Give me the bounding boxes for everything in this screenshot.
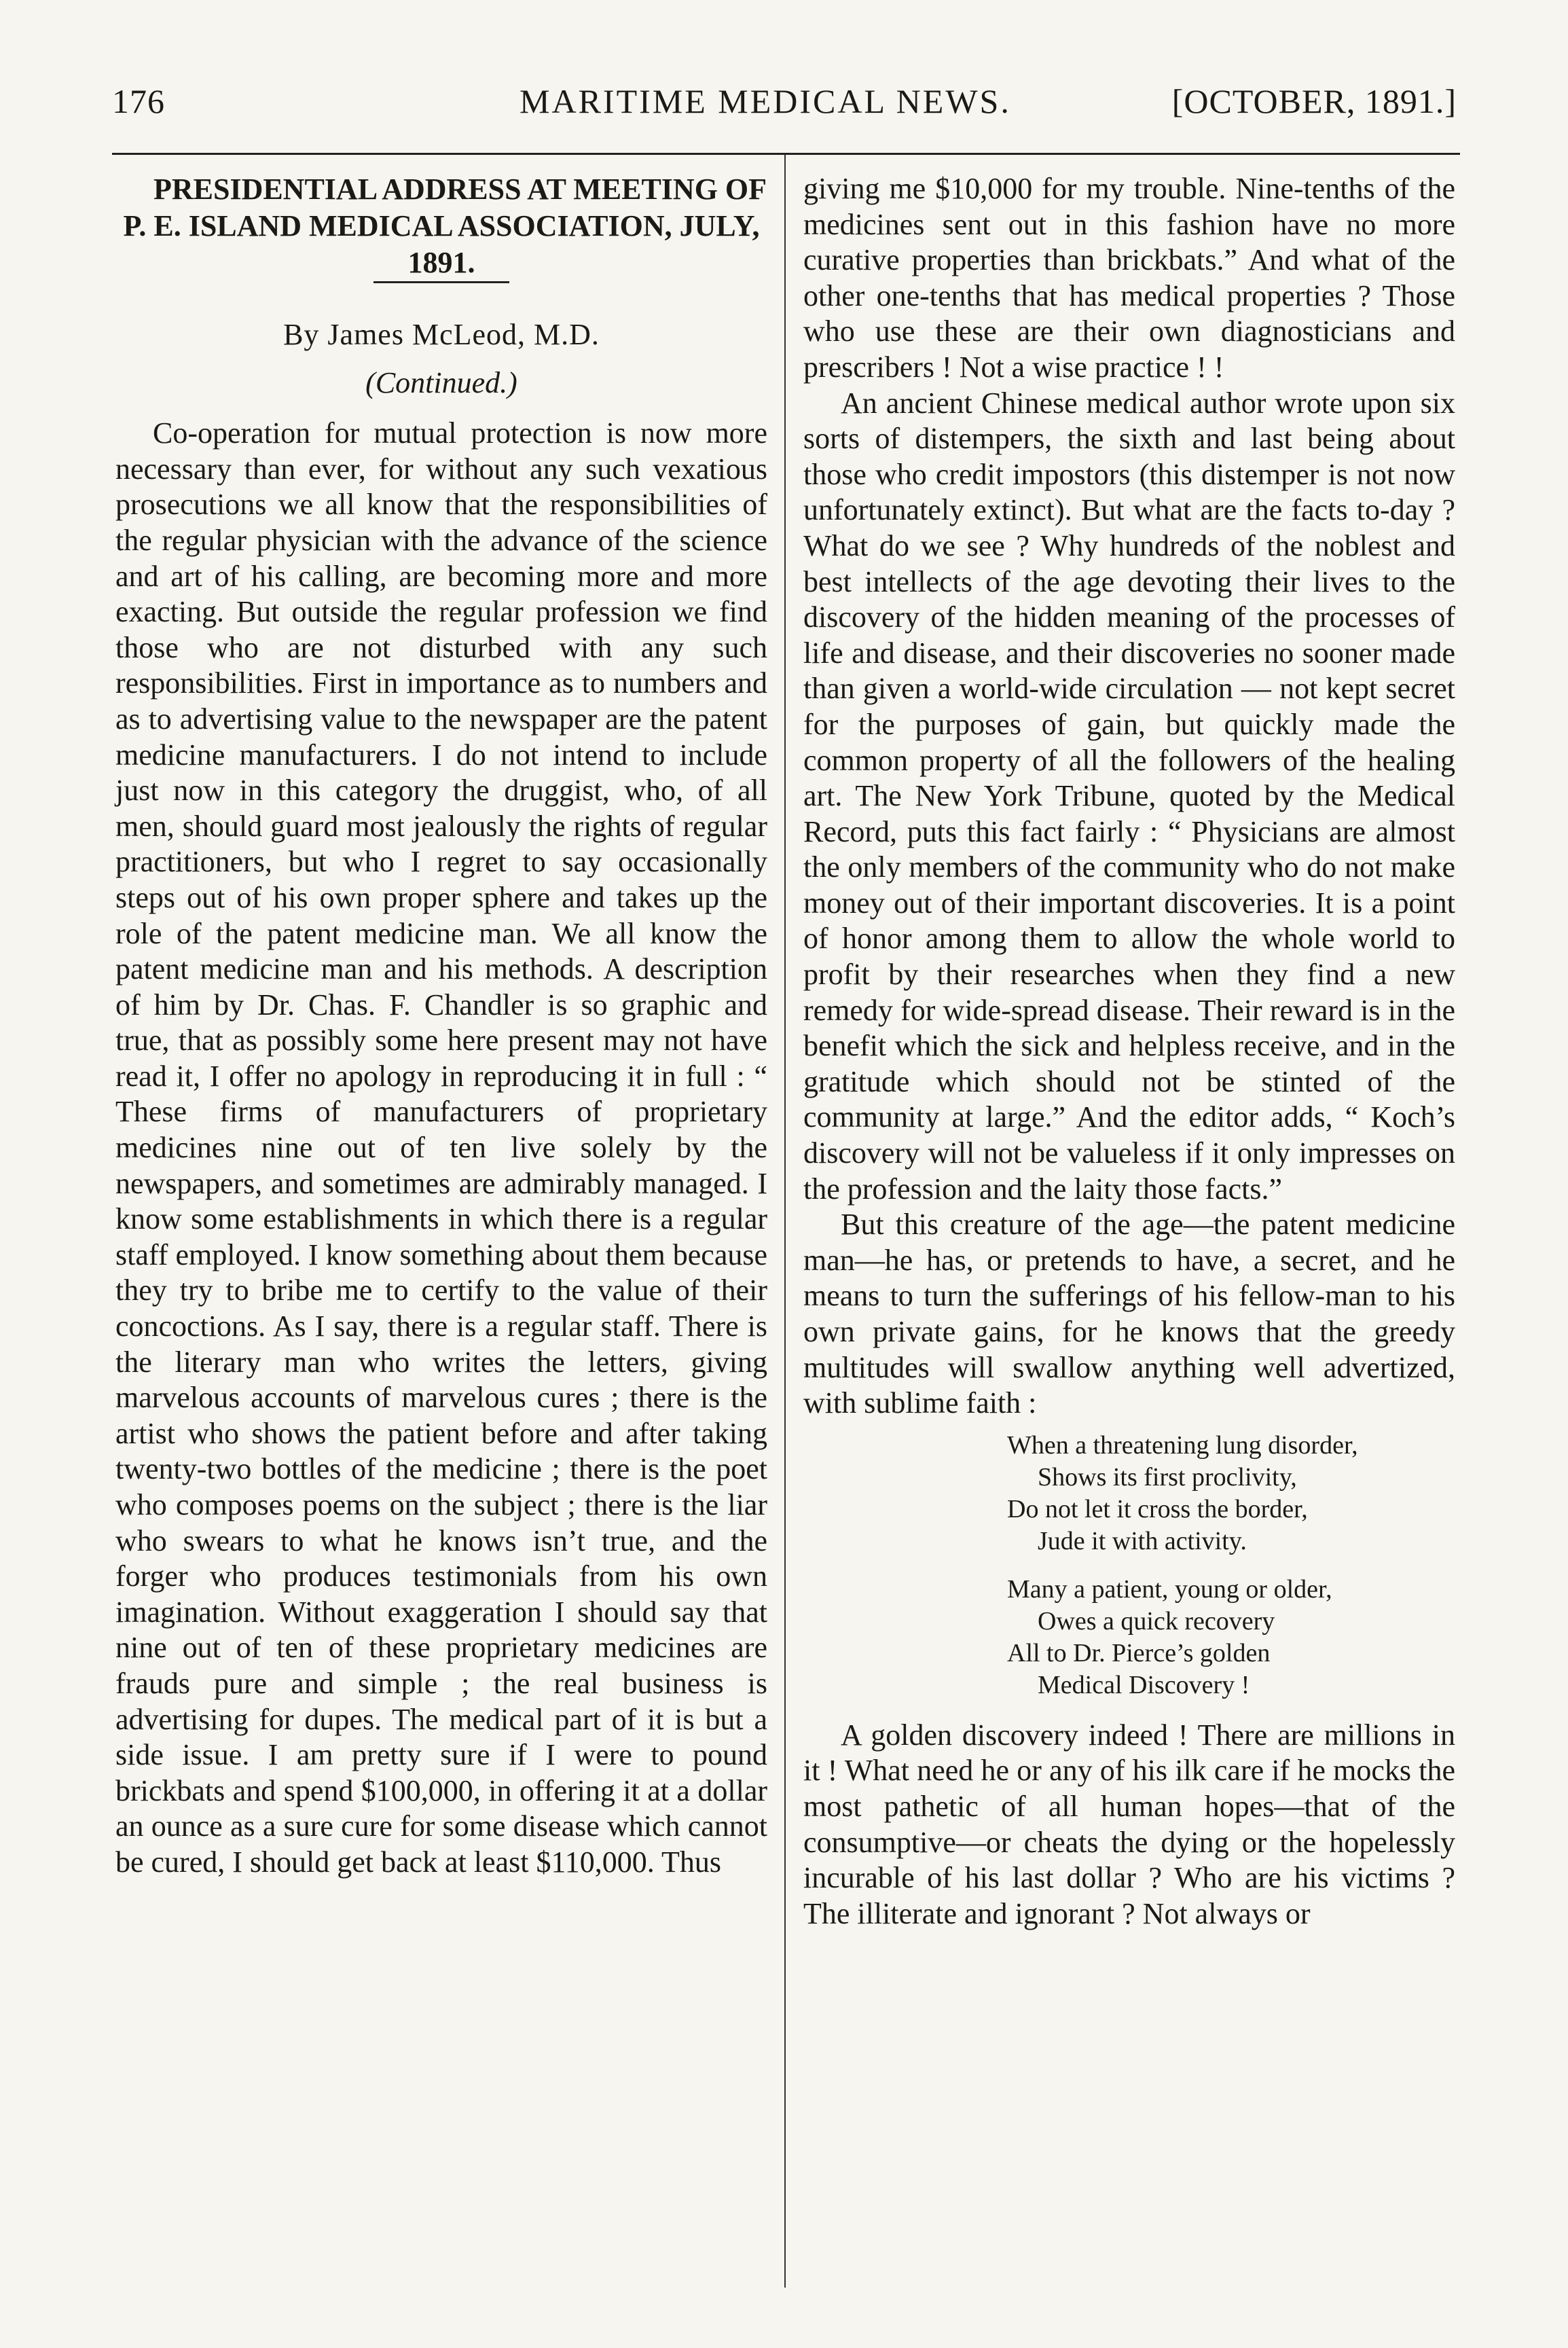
verse-line: Do not let it cross the border, [1007,1494,1308,1523]
verse-line: Owes a quick recovery [1038,1606,1275,1636]
paragraph-right-4: A golden discovery indeed ! There are millions in it ! What need he or any of his ilk care if he mocks the most pathetic of all human hopes—that of the consumptive—or cheats the dying or the hopelessly incurable of his last dollar ? Who are his victims ? The illiterate and ignorant ? Not always or [803,1718,1455,1930]
paragraph-right-2: An ancient Chinese medical author wrote upon six sorts of distempers, the sixth and last being about those who credit impostors (this distemper is not now unfortunately extinct). But what are the facts to-day ? What do we see ? Why hundreds of the noblest and best intellects of the age devoting their lives to the discovery of the hidden meaning of the processes of life and disease, and their discoveries no sooner made than given a world-wide circulation — not kept secret for the purposes of gain, but quickly made the common property of all the followers of the healing art. The New York Tribune, quoted by the Medical Record, puts this fact fairly : “ Physicians are almost the only members of the community who do not make money out of their important discoveries. It is a point of honor among them to allow the whole world to profit by their researches when they find a new remedy for wide-spread disease. Their reward is in the benefit which the sick and helpless receive, and in the gratitude which should not be stinted of the community at large.” And the editor adds, “ Koch’s discovery will not be valueless if it only impresses on the profession and the laity those facts.” [803,386,1455,1206]
running-header [112,82,1457,136]
paragraph-right-1: giving me $10,000 for my trouble. Nine-tenths of the medicines sent out in this fashion have no more curative properties than brickbats.” And what of the other one-tenths that has medical properties ? Those who use these are their own diagnosticians and prescribers ! Not a wise practice ! ! [803,172,1455,384]
journal-title: MARITIME MEDICAL NEWS. [519,82,1011,120]
continued-note: (Continued.) [365,365,517,399]
issue-date: [OCTOBER, 1891.] [1171,82,1457,120]
paragraph-right-3: But this creature of the age—the patent medicine man—he has, or pretends to have, a secret, and he means to turn the sufferings of his fellow-man to his own private gains, for he knows that the greedy multitudes will swallow anything well advertized, with sublime faith : [803,1208,1455,1420]
title-rule [373,281,509,283]
header-rule [112,153,1460,155]
column-divider [784,155,786,2288]
article-title: PRESIDENTIAL ADDRESS AT MEETING OF P. E. ISLAND MEDICAL ASSOCIATION, JULY, 1891. [123,173,767,279]
verse-line: When a threatening lung disorder, [1007,1430,1358,1460]
verse-stanza-1 [1007,1430,1455,1557]
verse-line: Jude it with activity. [1038,1526,1247,1555]
page-number: 176 [112,82,165,120]
paragraph-left-1: Co-operation for mutual protection is now more necessary than ever, for without any such vexatious prosecutions we all know that the responsibilities of the regular physician with the advance of the science and art of his calling, are becoming more and more exacting. But outside the regular profession we find those who are not disturbed with any such responsibilities. First in importance as to numbers and as to advertising value to the newspaper are the patent medicine manufacturers. I do not intend to include just now in this category the druggist, who, of all men, should guard most jealously the rights of regular practitioners, but who I regret to say occasionally steps out of his own proper sphere and takes up the role of the patent medicine man. We all know the patent medicine man and his methods. A description of him by Dr. Chas. F. Chandler is so graphic and true, that as possibly some here present may not have read it, I offer no apology in reproducing it in full : “ These firms of manufacturers of proprietary medicines nine out of ten live solely by the newspapers, and sometimes are admirably managed. I know some establishments in which there is a regular staff employed. I know something about them because they try to bribe me to certify to the value of their concoctions. As I say, there is a regular staff. There is the literary man who writes the letters, giving marvelous accounts of marvelous cures ; there is the artist who shows the patient before and after taking twenty-two bottles of the medicine ; there is the poet who composes poems on the subject ; there is the liar who swears to what he knows isn’t true, and the forger who produces testimonials from his own imagination. Without exaggeration I should say that nine out of ten of these proprietary medicines are frauds pure and simple ; the real business is advertising for dupes. The medical part of it is but a side issue. I am pretty sure if I were to pound brickbats and spend $100,000, in offering it at a dollar an ounce as a sure cure for some disease which cannot be cured, I should get back at least $110,000. Thus [115,416,767,1879]
verse-line: Medical Discovery ! [1038,1670,1250,1699]
right-column [803,171,1455,1932]
verse-line: Many a patient, young or older, [1007,1574,1332,1604]
verse-stanza-2 [1007,1574,1455,1701]
left-column [115,171,767,1881]
verse-line: Shows its first proclivity, [1038,1462,1297,1492]
byline: By James McLeod, M.D. [283,318,600,351]
verse-line: All to Dr. Pierce’s golden [1007,1638,1271,1667]
